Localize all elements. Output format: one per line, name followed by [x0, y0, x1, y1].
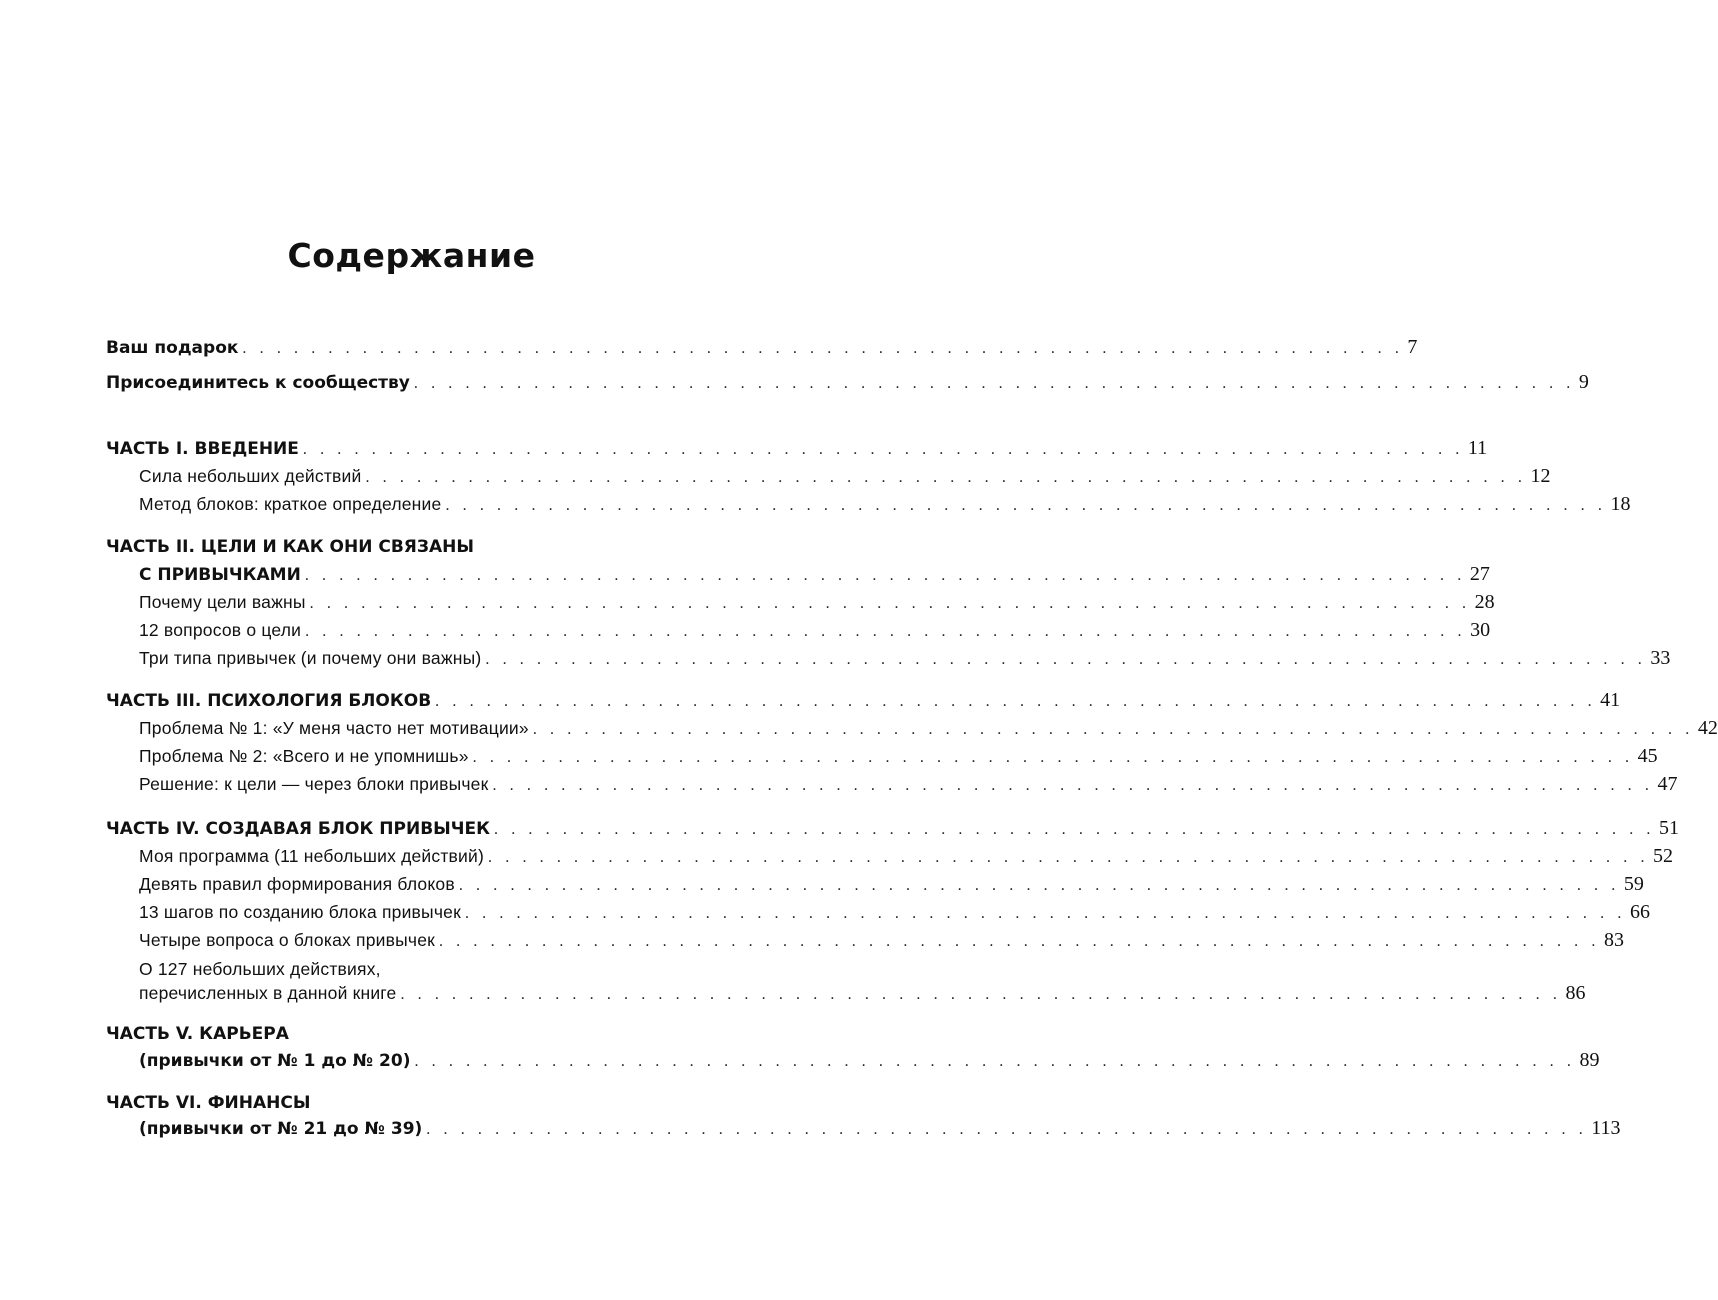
toc-page-number: 83: [1603, 929, 1624, 951]
toc-label: Решение: к цели — через блоки привычек: [139, 774, 489, 794]
toc-entry-item[interactable]: [139, 588, 1495, 616]
toc-entry-item[interactable]: [139, 898, 1650, 926]
toc-part-label: ЧАСТЬ III. ПСИХОЛОГИЯ БЛОКОВ: [106, 691, 432, 711]
toc-leader: . . . . . . . . . . . . . . . . . . . . . . . . . . . . . . . . . . . . . . . . . . . . . . . . . . . . . . . . . . . . . . . . . . . .: [458, 877, 1620, 894]
toc-entry-item[interactable]: [139, 926, 1624, 954]
toc-page-number: 41: [1600, 689, 1621, 711]
toc-part-label: ЧАСТЬ II. ЦЕЛИ И КАК ОНИ СВЯЗАНЫ: [106, 537, 474, 557]
toc-entry-part4[interactable]: [106, 814, 1680, 842]
toc-leader: . . . . . . . . . . . . . . . . . . . . . . . . . . . . . . . . . . . . . . . . . . . . . . . . . . . . . . . . . . . . . . . . . . . .: [472, 749, 1634, 766]
toc-leader: . . . . . . . . . . . . . . . . . . . . . . . . . . . . . . . . . . . . . . . . . . . . . . . . . . . . . . . . . . . . . . . . . . . .: [304, 567, 1466, 584]
toc-page-number: 52: [1653, 845, 1674, 867]
toc-page-number: 27: [1469, 563, 1490, 585]
toc-label: Три типа привычек (и почему они важны): [139, 648, 482, 668]
toc-entry-gift[interactable]: [106, 333, 1418, 361]
toc-entry-item[interactable]: [139, 644, 1671, 672]
toc-leader: . . . . . . . . . . . . . . . . . . . . . . . . . . . . . . . . . . . . . . . . . . . . . . . . . . . . . . . . . . . . . . . . . . . .: [435, 693, 1597, 710]
toc-part-label: ЧАСТЬ VI. ФИНАНСЫ: [106, 1093, 311, 1113]
toc-leader: . . . . . . . . . . . . . . . . . . . . . . . . . . . . . . . . . . . . . . . . . . . . . . . . . . . . . . . . . . . . . . . . . . . .: [309, 595, 1471, 612]
toc-label: Ваш подарок: [106, 338, 239, 358]
toc-part-label: ЧАСТЬ IV. СОЗДАВАЯ БЛОК ПРИВЫЧЕК: [106, 819, 491, 839]
toc-page-number: 86: [1565, 982, 1586, 1004]
toc-part-label-cont: (привычки от № 1 до № 20): [139, 1051, 411, 1071]
toc-label: Проблема № 2: «Всего и не упомнишь»: [139, 746, 469, 766]
toc-entry-item[interactable]: [139, 490, 1631, 518]
toc-leader: . . . . . . . . . . . . . . . . . . . . . . . . . . . . . . . . . . . . . . . . . . . . . . . . . . . . . . . . . . . . . . . . . . . .: [413, 375, 1575, 392]
toc-part-label: ЧАСТЬ V. КАРЬЕРА: [106, 1024, 289, 1044]
toc-leader: . . . . . . . . . . . . . . . . . . . . . . . . . . . . . . . . . . . . . . . . . . . . . . . . . . . . . . . . . . . . . . . . . . . .: [305, 623, 1467, 640]
toc-page-number: 11: [1467, 437, 1488, 459]
toc-label: Проблема № 1: «У меня часто нет мотивации»: [139, 718, 529, 738]
toc-entry-part5[interactable]: [139, 1046, 1600, 1074]
toc-page-number: 9: [1578, 371, 1589, 393]
toc-leader: . . . . . . . . . . . . . . . . . . . . . . . . . . . . . . . . . . . . . . . . . . . . . . . . . . . . . . . . . . . . . . . . . . . .: [464, 905, 1626, 922]
toc-entry-part3[interactable]: [106, 686, 1621, 714]
toc-label: Моя программа (11 небольших действий): [139, 846, 485, 866]
toc-entry-part2[interactable]: [139, 560, 1490, 588]
toc-page-number: 113: [1591, 1117, 1621, 1139]
toc-entry-item[interactable]: [139, 462, 1551, 490]
toc-leader: . . . . . . . . . . . . . . . . . . . . . . . . . . . . . . . . . . . . . . . . . . . . . . . . . . . . . . . . . . . . . . . . . . . .: [400, 986, 1562, 1003]
toc-page-number: 89: [1579, 1049, 1600, 1071]
toc-page-number: 28: [1474, 591, 1495, 613]
toc-leader: . . . . . . . . . . . . . . . . . . . . . . . . . . . . . . . . . . . . . . . . . . . . . . . . . . . . . . . . . . . . . . . . . . . .: [492, 777, 1654, 794]
toc-label: 12 вопросов о цели: [139, 620, 302, 640]
toc-label: Девять правил формирования блоков: [139, 874, 455, 894]
toc-leader: . . . . . . . . . . . . . . . . . . . . . . . . . . . . . . . . . . . . . . . . . . . . . . . . . . . . . . . . . . . . . . . . . . . .: [438, 933, 1600, 950]
toc-leader: . . . . . . . . . . . . . . . . . . . . . . . . . . . . . . . . . . . . . . . . . . . . . . . . . . . . . . . . . . . . . . . . . . . .: [302, 441, 1464, 458]
toc-page-number: 66: [1629, 901, 1650, 923]
toc-entry-item[interactable]: [139, 870, 1644, 898]
toc-page-number: 30: [1470, 619, 1491, 641]
toc-label-cont: перечисленных в данной книге: [139, 983, 397, 1003]
toc-leader: . . . . . . . . . . . . . . . . . . . . . . . . . . . . . . . . . . . . . . . . . . . . . . . . . . . . . . . . . . . . . . . . . . . .: [532, 721, 1694, 738]
toc-entry-part1[interactable]: [106, 434, 1488, 462]
toc-label: Сила небольших действий: [139, 466, 362, 486]
toc-page-number: 42: [1697, 717, 1718, 739]
toc-page-number: 7: [1407, 336, 1418, 358]
toc-page-number: 45: [1637, 745, 1658, 767]
toc-label: Четыре вопроса о блоках привычек: [139, 930, 435, 950]
toc-leader: . . . . . . . . . . . . . . . . . . . . . . . . . . . . . . . . . . . . . . . . . . . . . . . . . . . . . . . . . . . . . . . . . . . .: [414, 1053, 1576, 1070]
toc-page-number: 59: [1623, 873, 1644, 895]
toc-part-label-cont: С ПРИВЫЧКАМИ: [139, 565, 301, 585]
toc-entry-item[interactable]: [139, 714, 1718, 742]
toc-label: 13 шагов по созданию блока привычек: [139, 902, 461, 922]
toc-page-number: 51: [1659, 817, 1680, 839]
toc-entry-item[interactable]: [139, 770, 1678, 798]
toc-page-number: 12: [1530, 465, 1551, 487]
toc-leader: . . . . . . . . . . . . . . . . . . . . . . . . . . . . . . . . . . . . . . . . . . . . . . . . . . . . . . . . . . . . . . . . . . . .: [242, 340, 1404, 357]
toc-label: Почему цели важны: [139, 592, 306, 612]
toc-entry-item[interactable]: [139, 616, 1491, 644]
toc-leader: . . . . . . . . . . . . . . . . . . . . . . . . . . . . . . . . . . . . . . . . . . . . . . . . . . . . . . . . . . . . . . . . . . . .: [488, 849, 1650, 866]
toc-label: Присоединитесь к сообществу: [106, 373, 410, 393]
toc-page-number: 47: [1657, 773, 1678, 795]
toc-label: Метод блоков: краткое определение: [139, 494, 442, 514]
toc-part-label: ЧАСТЬ I. ВВЕДЕНИЕ: [106, 439, 299, 459]
toc-leader: . . . . . . . . . . . . . . . . . . . . . . . . . . . . . . . . . . . . . . . . . . . . . . . . . . . . . . . . . . . . . . . . . . . .: [485, 651, 1647, 668]
toc-entry-item[interactable]: [139, 979, 1586, 1007]
toc-leader: . . . . . . . . . . . . . . . . . . . . . . . . . . . . . . . . . . . . . . . . . . . . . . . . . . . . . . . . . . . . . . . . . . . .: [365, 469, 1527, 486]
toc-entry-community[interactable]: [106, 368, 1589, 396]
toc-label: О 127 небольших действиях,: [139, 959, 381, 979]
toc-entry-item[interactable]: [139, 842, 1674, 870]
toc-leader: . . . . . . . . . . . . . . . . . . . . . . . . . . . . . . . . . . . . . . . . . . . . . . . . . . . . . . . . . . . . . . . . . . . .: [445, 497, 1607, 514]
toc-page-number: 33: [1650, 647, 1671, 669]
toc-part-label-cont: (привычки от № 21 до № 39): [139, 1119, 423, 1139]
toc-page-number: 18: [1610, 493, 1631, 515]
page-title: Содержание: [287, 236, 536, 275]
toc-leader: . . . . . . . . . . . . . . . . . . . . . . . . . . . . . . . . . . . . . . . . . . . . . . . . . . . . . . . . . . . . . . . . . . . .: [494, 821, 1656, 838]
toc-entry-item[interactable]: [139, 742, 1658, 770]
toc-entry-part6[interactable]: [139, 1114, 1621, 1142]
toc-leader: . . . . . . . . . . . . . . . . . . . . . . . . . . . . . . . . . . . . . . . . . . . . . . . . . . . . . . . . . . . . . . . . . . . .: [426, 1121, 1588, 1138]
